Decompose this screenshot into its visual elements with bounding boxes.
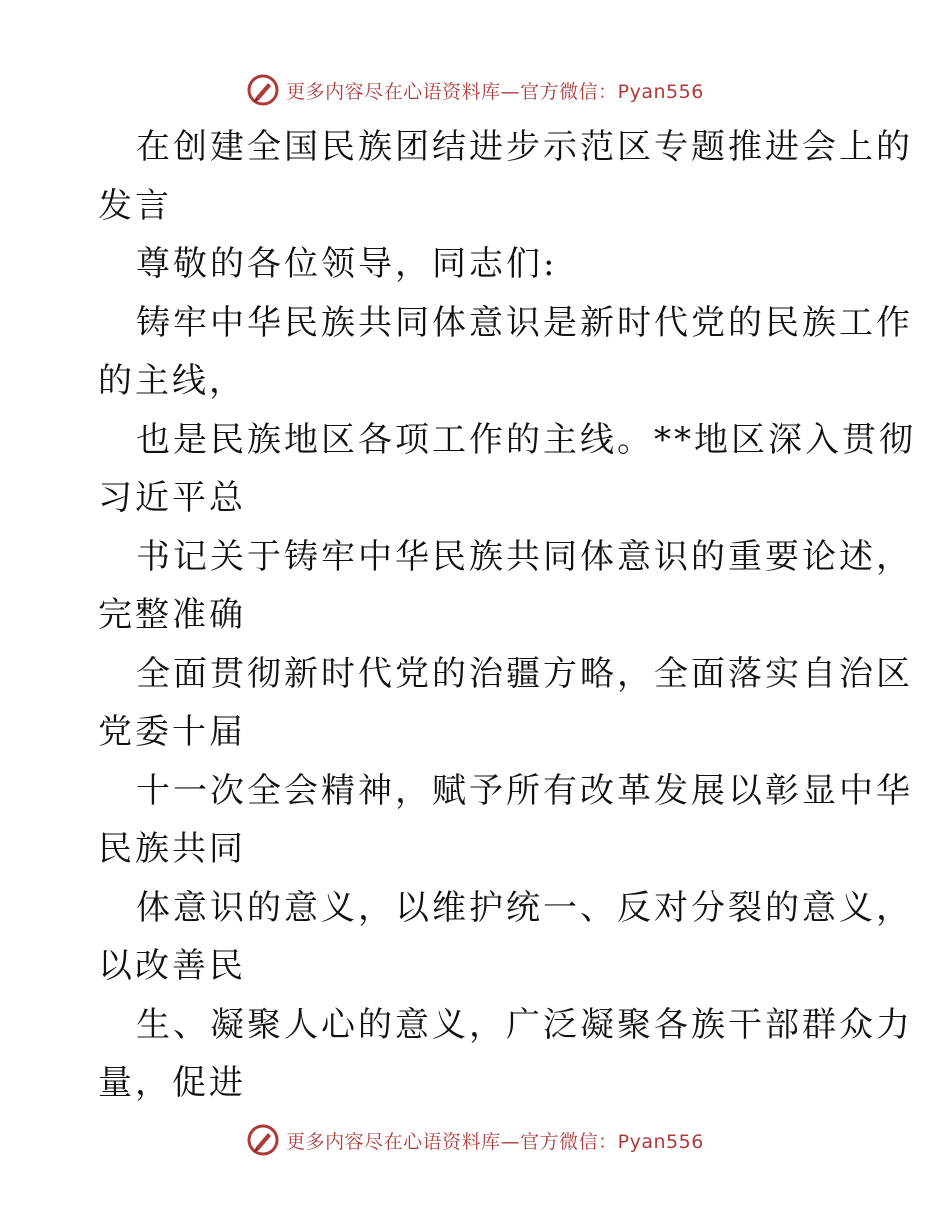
paragraph-line: 铸牢中华民族共同体意识是新时代党的民族工作 [136,302,913,343]
paragraph-line: 也是民族地区各项工作的主线。**地区深入贯彻 [136,419,916,460]
pen-nib-logo-icon [246,73,280,107]
paragraph-line: 民族共同 [98,829,246,869]
footer-banner-text[interactable]: 更多内容尽在心语资料库—官方微信：Pyan556 [286,1130,704,1153]
document-body [98,118,916,1113]
paragraph-line: 生、凝聚人心的意义，广泛凝聚各族干部群众力 [136,1004,913,1045]
paragraph-line: 体意识的意义，以维护统一、反对分裂的意义， [136,887,913,928]
paragraph-line: 书记关于铸牢中华民族共同体意识的重要论述， [136,536,913,577]
paragraph-line: 的主线， [98,361,246,401]
title-line-1: 在创建全国民族团结进步示范区专题推进会上的 [136,127,913,167]
paragraph-line: 完整准确 [98,595,246,635]
paragraph-line: 党委十届 [98,712,246,752]
paragraph-line: 习近平总 [98,478,246,518]
paragraph-line: 量，促进 [98,1063,246,1103]
footer-banner [0,1120,950,1160]
paragraph-line: 以改善民 [98,946,246,986]
header-banner-text[interactable]: 更多内容尽在心语资料库—官方微信：Pyan556 [286,80,704,103]
title-line-2: 发言 [98,185,172,226]
salutation: 尊敬的各位领导，同志们: [136,244,558,284]
paragraph-line: 全面贯彻新时代党的治疆方略，全面落实自治区 [136,653,913,694]
header-banner [0,70,950,110]
paragraph-line: 十一次全会精神，赋予所有改革发展以彰显中华 [136,770,913,811]
pen-nib-logo-icon [246,1123,280,1157]
